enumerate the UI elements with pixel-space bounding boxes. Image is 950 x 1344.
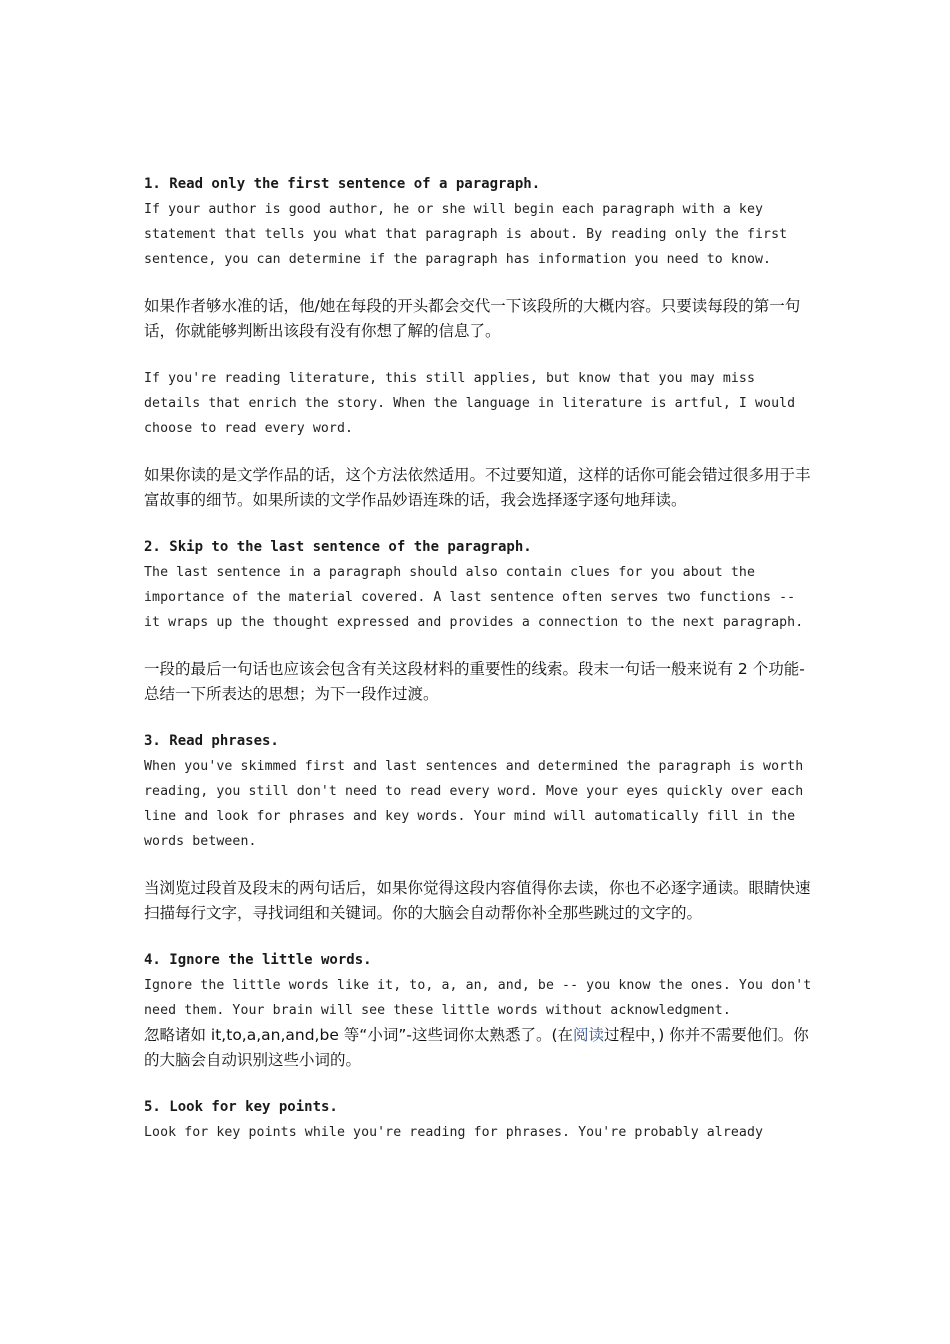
english-paragraph: When you've skimmed first and last sentences and determined the paragraph is worth reading, you still don't need to read every word. Move your eyes quickly over each line and look for phrases and key words. Your mind will automatically fill in the words between. [144,759,804,849]
section-1 [144,172,814,513]
english-paragraph: If you're reading literature, this still applies, but know that you may miss details that enrich the story. When the language in literature is artful, I would choose to read every word. [144,371,796,436]
document-body [144,172,814,1145]
chinese-text: 过程中，) 你并不需要他们。你的大脑会自动识别这些小词的。 [144,1026,809,1069]
section-heading: 3. Read phrases. [144,733,279,749]
english-paragraph: The last sentence in a paragraph should also contain clues for you about the importance of the material covered. A last sentence often serves two functions -- it wraps up the thought expressed and provides a connection to the next paragraph. [144,565,804,630]
section-5 [144,1095,814,1145]
section-heading: 4. Ignore the little words. [144,952,372,968]
english-paragraph: Look for key points while you're reading for phrases. You're probably already [144,1125,764,1140]
section-4 [144,948,814,1073]
chinese-paragraph: 一段的最后一句话也应该会包含有关这段材料的重要性的线索。段末一句话一般来说有 2 个功能-总结一下所表达的思想；为下一段作过渡。 [144,660,805,703]
section-2 [144,535,814,707]
reading-link[interactable]: 阅读 [573,1026,605,1044]
chinese-paragraph: 如果你读的是文学作品的话，这个方法依然适用。不过要知道，这样的话你可能会错过很多用于丰富故事的细节。如果所读的文学作品妙语连珠的话，我会选择逐字逐句地拜读。 [144,466,811,509]
chinese-paragraph [144,1023,814,1073]
section-3 [144,729,814,926]
chinese-paragraph: 当浏览过段首及段末的两句话后，如果你觉得这段内容值得你去读，你也不必逐字通读。眼睛快速扫描每行文字，寻找词组和关键词。你的大脑会自动帮你补全那些跳过的文字的。 [144,879,811,922]
chinese-paragraph: 如果作者够水准的话，他/她在每段的开头都会交代一下该段所的大概内容。只要读每段的第一句话，你就能够判断出该段有没有你想了解的信息了。 [144,297,801,340]
english-paragraph: If your author is good author, he or she will begin each paragraph with a key statement that tells you what that paragraph is about. By reading only the first sentence, you can determine if the paragraph has information you need to know. [144,202,788,267]
section-heading: 1. Read only the first sentence of a paragraph. [144,176,541,192]
chinese-text: 忽略诸如 it,to,a,an,and,be 等“小词”-这些词你太熟悉了。(在 [144,1026,573,1044]
section-heading: 2. Skip to the last sentence of the paragraph. [144,539,532,555]
english-paragraph: Ignore the little words like it, to, a, an, and, be -- you know the ones. You don't need them. Your brain will see these little words without acknowledgment. [144,978,812,1018]
section-heading: 5. Look for key points. [144,1099,338,1115]
